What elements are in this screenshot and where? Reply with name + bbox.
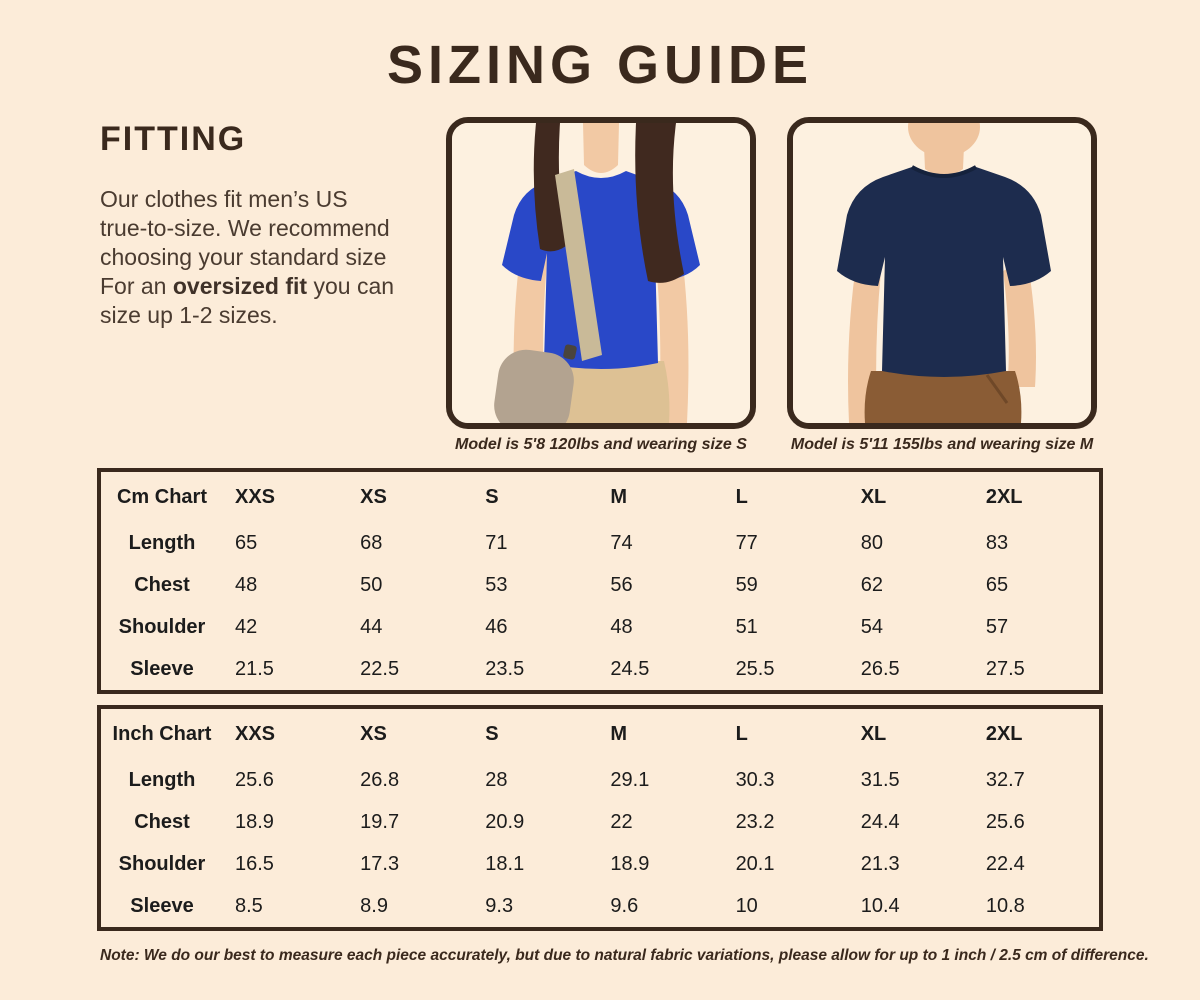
measurement-value: 48 <box>235 573 258 596</box>
measurement-value: 83 <box>985 531 1009 554</box>
measurement-value: 54 <box>860 615 883 638</box>
measurement-value: 57 <box>985 615 1009 638</box>
measurement-value: 16.5 <box>235 852 274 875</box>
measurement-note: Note: We do our best to measure each piece accurately, but due to natural fabric variations, please allow for up to 1 inch / 2.5 cm of difference. <box>100 947 1149 964</box>
measurement-value: 44 <box>360 615 383 638</box>
table-title: Inch Chart <box>112 722 212 745</box>
model-photo-female <box>446 117 756 454</box>
measurement-value: 26.8 <box>360 768 400 791</box>
measurement-value: 65 <box>985 573 1009 596</box>
model-caption: Model is 5'8 120lbs and wearing size S <box>455 436 747 453</box>
measurement-value: 42 <box>235 615 258 638</box>
measurement-label: Sleeve <box>130 894 194 917</box>
measurement-value: 51 <box>735 615 758 638</box>
size-column-header: XS <box>360 485 387 508</box>
size-column-header: S <box>485 485 499 508</box>
measurement-row <box>101 564 1099 606</box>
oversized-fit-emphasis: oversized fit <box>172 273 308 299</box>
page-title: SIZING GUIDE <box>386 35 814 95</box>
measurement-value: 10.8 <box>985 894 1025 917</box>
model-caption: Model is 5'11 155lbs and wearing size M <box>790 436 1094 453</box>
size-header-row <box>101 472 1099 522</box>
measurement-value: 48 <box>610 615 633 638</box>
measurement-row <box>101 606 1099 648</box>
cm-chart-table <box>97 468 1103 694</box>
measurement-value: 19.7 <box>360 810 400 833</box>
measurement-value: 62 <box>860 573 883 596</box>
measurement-value: 71 <box>485 531 508 554</box>
model-photo-male <box>787 117 1097 454</box>
measurement-value: 17.3 <box>360 852 400 875</box>
measurement-label: Chest <box>134 573 190 596</box>
inch-chart-table <box>97 705 1103 931</box>
measurement-value: 20.9 <box>485 810 525 833</box>
measurement-value: 9.3 <box>485 894 514 917</box>
measurement-row <box>101 885 1099 927</box>
measurement-value: 8.9 <box>360 894 388 917</box>
measurement-label: Sleeve <box>130 657 194 680</box>
measurement-label: Shoulder <box>118 852 206 875</box>
measurement-value: 23.2 <box>735 810 775 833</box>
measurement-value: 31.5 <box>860 768 900 791</box>
size-column-header: M <box>610 722 628 745</box>
fitting-paragraph: Our clothes fit men’s US true-to-size. We recommend choosing your standard size For an oversized fit you can size up 1-2 sizes. <box>100 186 395 328</box>
measurement-value: 22 <box>610 810 633 833</box>
model-pants <box>865 371 1022 423</box>
size-column-header: L <box>735 722 748 745</box>
measurement-label: Chest <box>134 810 190 833</box>
measurement-value: 53 <box>485 573 508 596</box>
size-column-header: S <box>485 722 499 745</box>
measurement-row <box>101 759 1099 801</box>
measurement-value: 9.6 <box>610 894 639 917</box>
size-column-header: XL <box>860 722 887 745</box>
measurement-value: 30.3 <box>735 768 775 791</box>
measurement-value: 50 <box>360 573 383 596</box>
measurement-value: 27.5 <box>985 657 1025 680</box>
measurement-value: 18.1 <box>485 852 525 875</box>
model-photo-illustration-male <box>793 123 1091 423</box>
measurement-value: 56 <box>610 573 633 596</box>
inch-chart <box>101 709 1099 927</box>
fitting-section <box>100 120 440 330</box>
measurement-value: 25.5 <box>735 657 775 680</box>
measurement-value: 22.5 <box>360 657 400 680</box>
table-title: Cm Chart <box>116 485 207 508</box>
measurement-value: 22.4 <box>985 852 1025 875</box>
size-header-row <box>101 709 1099 759</box>
size-column-header: XXS <box>235 485 276 508</box>
measurement-value: 10.4 <box>860 894 900 917</box>
size-column-header: XS <box>360 722 387 745</box>
model-photo-illustration-female <box>452 123 750 423</box>
measurement-value: 28 <box>485 768 508 791</box>
fitting-heading: FITTING <box>100 120 247 158</box>
size-column-header: M <box>610 485 628 508</box>
measurement-value: 10 <box>735 894 758 917</box>
measurement-value: 74 <box>610 531 633 554</box>
measurement-value: 24.4 <box>860 810 900 833</box>
measurement-value: 32.7 <box>985 768 1025 791</box>
cm-chart <box>101 472 1099 690</box>
measurement-value: 8.5 <box>235 894 263 917</box>
size-column-header: XXS <box>235 722 276 745</box>
model-photo-frame <box>446 117 756 429</box>
measurement-row <box>101 648 1099 690</box>
measurement-value: 77 <box>735 531 758 554</box>
measurement-value: 29.1 <box>610 768 650 791</box>
measurement-value: 25.6 <box>235 768 274 791</box>
size-column-header: L <box>735 485 748 508</box>
measurement-row <box>101 801 1099 843</box>
measurement-value: 20.1 <box>735 852 775 875</box>
measurement-label: Shoulder <box>118 615 206 638</box>
measurement-value: 21.5 <box>235 657 274 680</box>
measurement-value: 21.3 <box>860 852 900 875</box>
measurement-value: 65 <box>235 531 258 554</box>
measurement-value: 25.6 <box>985 810 1025 833</box>
measurement-value: 59 <box>735 573 758 596</box>
size-column-header: 2XL <box>985 485 1023 508</box>
model-photo-frame <box>787 117 1097 429</box>
measurement-value: 80 <box>860 531 883 554</box>
measurement-row <box>101 522 1099 564</box>
measurement-value: 46 <box>485 615 508 638</box>
measurement-value: 24.5 <box>610 657 650 680</box>
measurement-label: Length <box>128 531 196 554</box>
measurement-value: 68 <box>360 531 383 554</box>
measurement-value: 23.5 <box>485 657 525 680</box>
size-column-header: XL <box>860 485 887 508</box>
measurement-value: 26.5 <box>860 657 900 680</box>
size-column-header: 2XL <box>985 722 1023 745</box>
measurement-value: 18.9 <box>610 852 650 875</box>
measurement-row <box>101 843 1099 885</box>
measurement-label: Length <box>128 768 196 791</box>
measurement-value: 18.9 <box>235 810 274 833</box>
